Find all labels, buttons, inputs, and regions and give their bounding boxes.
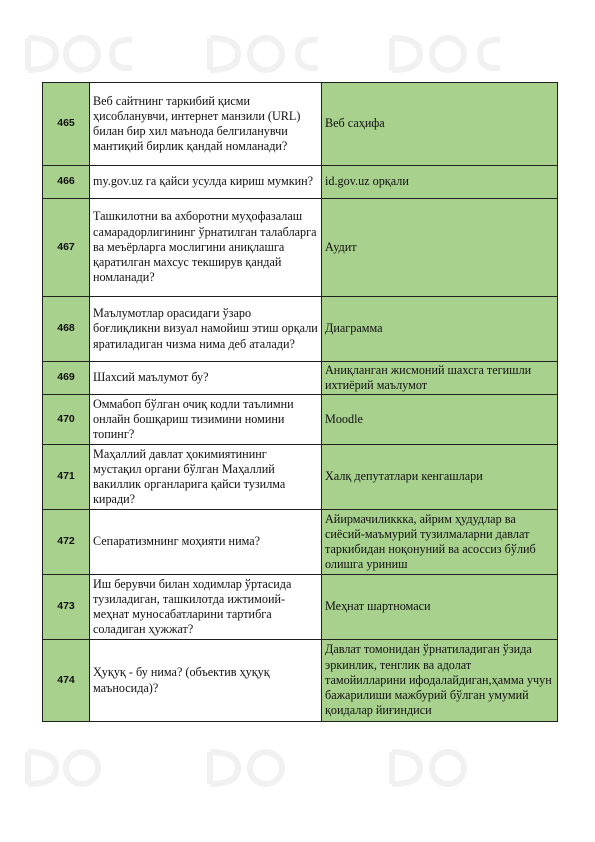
table-row [43,199,558,297]
answer-cell: Меҳнат шартномаси [322,575,558,640]
question-cell: Ҳуқуқ - бу нима? (объектив ҳуқуқ маъносида)? [90,640,322,722]
table-row [43,166,558,199]
table-row [43,362,558,395]
question-cell: Маҳаллий давлат ҳокимиятининг мустақил органи бўлган Маҳаллий вакиллик органларига қайси тузилма киради? [90,445,322,510]
table-row [43,83,558,166]
question-number: 473 [43,575,90,640]
table-row [43,575,558,640]
answer-cell: Веб саҳифа [322,83,558,166]
question-number: 470 [43,395,90,445]
question-number: 472 [43,510,90,575]
question-number: 468 [43,297,90,362]
table-row [43,395,558,445]
answer-cell: Айирмачиликкка, айрим ҳудудлар ва сиёсий-маъмурий тузилмаларни давлат таркибидан ноқонуний ва асоссиз бўлиб олишга уриниш [322,510,558,575]
answer-cell: Халқ депутатлари кенгашлари [322,445,558,510]
answer-cell: id.gov.uz орқали [322,166,558,199]
question-number: 469 [43,362,90,395]
answer-cell: Moodle [322,395,558,445]
answer-cell: Аниқланган жисмоний шахсга тегишли ихтиёрий маълумот [322,362,558,395]
question-cell: Веб сайтнинг таркибий қисми ҳисобланувчи, интернет манзили (URL) билан бир хил маънода белгиланувчи мантиқий бирлик қандай номланади? [90,83,322,166]
table-row [43,445,558,510]
question-number: 467 [43,199,90,297]
table-row [43,510,558,575]
question-cell: Иш берувчи билан ходимлар ўртасида тузиладиган, ташкилотда ижтимоий-меҳнат муносабатларини тартибга соладиган ҳужжат? [90,575,322,640]
qa-table [42,82,558,722]
question-cell: Шахсий маълумот бу? [90,362,322,395]
question-number: 466 [43,166,90,199]
question-cell: Ташкилотни ва ахборотни муҳофазалаш самарадорлигининг ўрнатилган талабларга ва меъёрларга мослигини аниқлашга қаратилган махсус текширув қандай номланади? [90,199,322,297]
answer-cell: Давлат томонидан ўрнатиладиган ўзида эркинлик, тенглик ва адолат тамойилларини ифодалайдиган,ҳамма учун бажарилиши мажбурий бўлган умумий қоидалар йиғиндиси [322,640,558,722]
table-row [43,297,558,362]
answer-cell: Аудит [322,199,558,297]
question-number: 474 [43,640,90,722]
question-cell: Сепаратизмнинг моҳияти нима? [90,510,322,575]
question-number: 465 [43,83,90,166]
question-number: 471 [43,445,90,510]
table-row [43,640,558,722]
question-cell: Оммабоп бўлган очиқ кодли таълимни онлайн бошқариш тизимини номини топинг? [90,395,322,445]
question-cell: Маълумотлар орасидаги ўзаро боғлиқликни визуал намойиш этиш орқали яратиладиган чизма нима деб аталади? [90,297,322,362]
question-cell: my.gov.uz га қайси усулда кириш мумкин? [90,166,322,199]
answer-cell: Диаграмма [322,297,558,362]
